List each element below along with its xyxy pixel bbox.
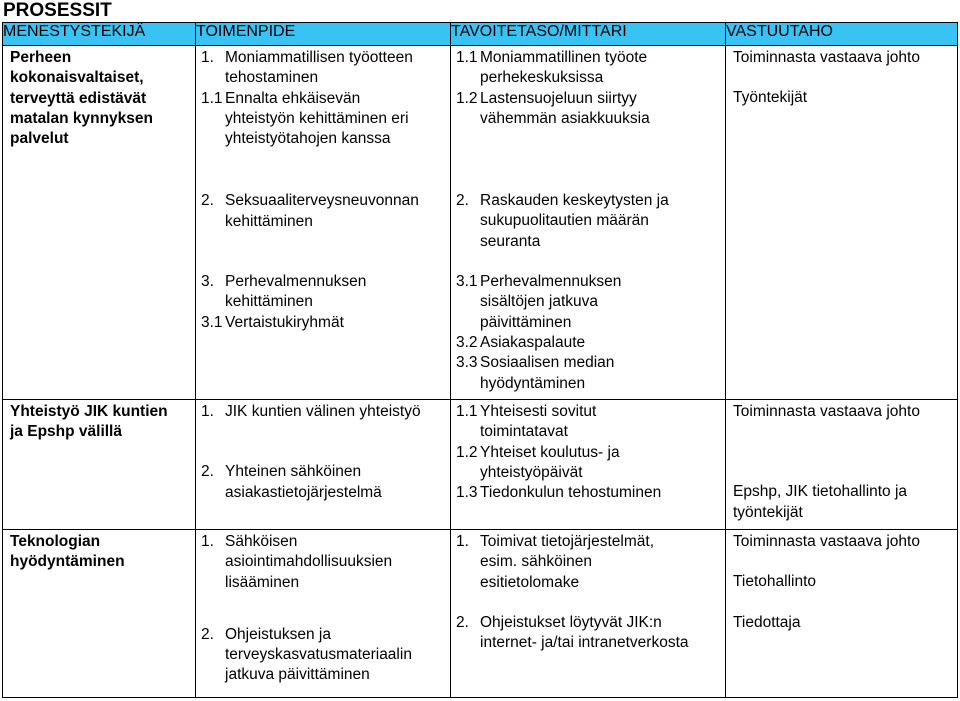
target-cell xyxy=(451,530,726,698)
responsible-line: Epshp, JIK tietohallinto ja xyxy=(733,483,908,501)
measure-item: 2. Ohjeistuksen ja terveyskasvatusmateriaalin jatkuva päivittäminen xyxy=(201,625,412,684)
target-item: 1. Toimivat tietojärjestelmät, esim. sähköinen esitietolomake xyxy=(456,533,655,591)
target-item: 2. Raskauden keskeytysten ja sukupuolitautien määrän seuranta xyxy=(456,192,669,250)
factor-cell xyxy=(3,46,196,400)
responsible-line: Tiedottaja xyxy=(733,613,801,631)
responsible-line: Työntekijät xyxy=(733,89,808,107)
measure-cell xyxy=(196,530,451,698)
measure-cell xyxy=(196,400,451,530)
responsible-cell xyxy=(726,46,958,400)
factor-line: Yhteistyö JIK kuntien xyxy=(10,403,168,420)
responsible-line: Toiminnasta vastaava johto xyxy=(733,533,920,550)
factor-line: Teknologian xyxy=(10,533,101,550)
page-title: PROSESSIT xyxy=(3,0,112,21)
header-responsible: VASTUUTAHO xyxy=(726,23,958,46)
measure-item: 1. Moniammatillisen työotteen tehostaminen xyxy=(201,49,413,87)
header-target: TAVOITETASO/MITTARI xyxy=(451,23,726,46)
measure-item: 1. JIK kuntien välinen yhteistyö xyxy=(201,403,421,420)
target-item: 1.1 Yhteisesti sovitut toimintatavat xyxy=(456,403,597,441)
factor-line: matalan kynnyksen xyxy=(10,109,154,127)
responsible-line: Tietohallinto xyxy=(733,573,817,591)
factor-line: hyödyntäminen xyxy=(10,553,125,571)
table-row xyxy=(3,530,958,698)
header-row xyxy=(3,23,958,46)
target-item: 2. Ohjeistukset löytyvät JIK:n internet- ja/tai intranetverkosta xyxy=(456,613,689,652)
target-item: 1.2 Lastensuojeluun siirtyy vähemmän asiakkuuksia xyxy=(456,89,650,127)
target-item: 1.3 Tiedonkulun tehostuminen xyxy=(456,484,662,502)
table-row xyxy=(3,400,958,530)
measure-item: 2. Seksuaaliterveysneuvonnan kehittäminen xyxy=(201,192,419,230)
target-cell xyxy=(451,400,726,530)
process-table xyxy=(2,22,958,698)
measure-item: 1.1 Ennalta ehkäisevän yhteistyön kehittäminen eri yhteistyötahojen kanssa xyxy=(201,89,409,148)
responsible-line: Toiminnasta vastaava johto xyxy=(733,49,920,66)
factor-line: kokonaisvaltaiset, xyxy=(10,69,144,87)
factor-line: palvelut xyxy=(10,130,69,148)
responsible-line: Toiminnasta vastaava johto xyxy=(733,403,920,420)
target-item: 1.1 Moniammatillinen työote perhekeskuksissa xyxy=(456,49,648,87)
responsible-cell xyxy=(726,400,958,530)
factor-line: Perheen xyxy=(10,49,72,66)
factor-cell xyxy=(3,530,196,698)
table-row xyxy=(3,46,958,400)
target-item: 3.2 Asiakaspalaute xyxy=(456,333,586,351)
measure-item: 3.1 Vertaistukiryhmät xyxy=(201,313,344,331)
factor-cell xyxy=(3,400,196,530)
factor-line: terveyttä edistävät xyxy=(10,89,147,107)
target-item: 3.1 Perhevalmennuksen sisältöjen jatkuva päivittäminen xyxy=(456,273,622,331)
measure-item: 2. Yhteinen sähköinen asiakastietojärjestelmä xyxy=(201,463,382,501)
responsible-cell xyxy=(726,530,958,698)
responsible-line: työntekijät xyxy=(733,503,803,521)
header-factor: MENESTYSTEKIJÄ xyxy=(3,23,196,46)
measure-cell xyxy=(196,46,451,400)
factor-line: ja Epshp välillä xyxy=(10,423,122,441)
target-item: 3.3 Sosiaalisen median hyödyntäminen xyxy=(456,354,615,392)
measure-item: 3. Perhevalmennuksen kehittäminen xyxy=(201,273,367,311)
measure-item: 1. Sähköisen asiointimahdollisuuksien lisääminen xyxy=(201,533,393,591)
target-item: 1.2 Yhteiset koulutus- ja yhteistyöpäivät xyxy=(456,443,620,481)
header-measure: TOIMENPIDE xyxy=(196,23,451,46)
target-cell xyxy=(451,46,726,400)
